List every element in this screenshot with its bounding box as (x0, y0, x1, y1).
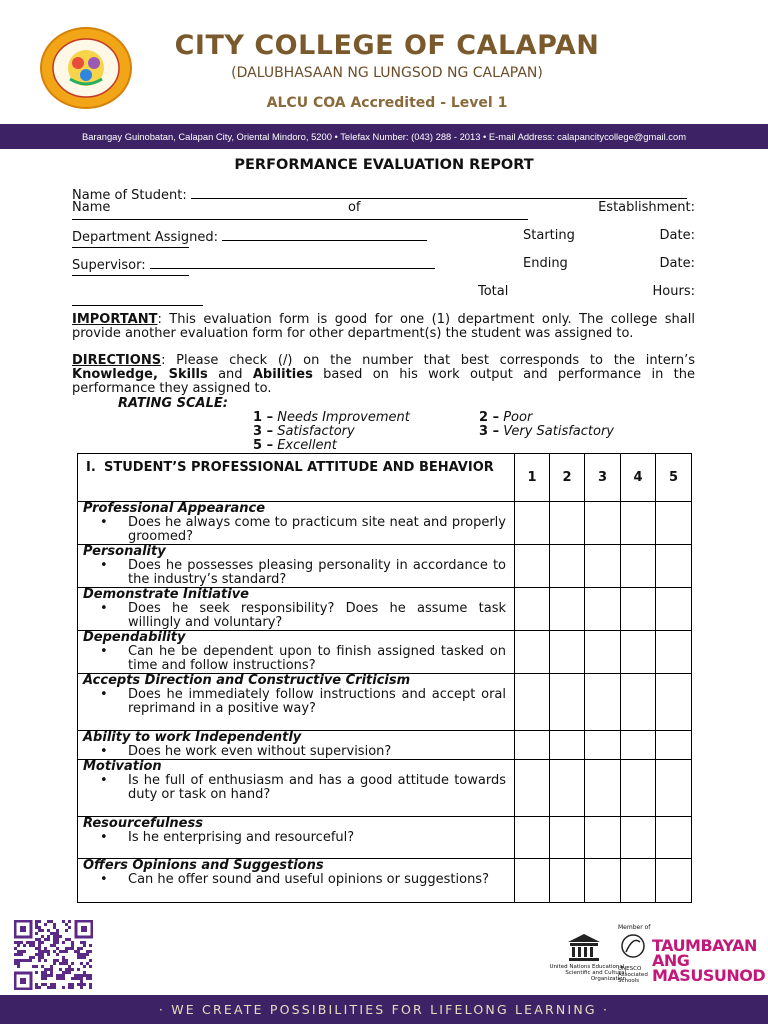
rating-checkbox-3[interactable] (585, 859, 621, 903)
college-name: CITY COLLEGE OF CALAPAN (174, 30, 600, 61)
college-subtitle: (DALUBHASAAN NG LUNGSOD NG CALAPAN) (231, 65, 543, 81)
field-starting-date-line[interactable] (72, 247, 189, 248)
rating-checkbox-3[interactable] (585, 545, 621, 588)
rating-checkbox-3[interactable] (585, 631, 621, 674)
directions-note (72, 354, 695, 396)
unesco-schools-text: UNESCO Associated Schools (618, 966, 648, 984)
rating-checkbox-3[interactable] (585, 817, 621, 859)
criterion-cell (78, 674, 515, 731)
bullet: • (100, 515, 108, 530)
criterion-question (78, 559, 514, 587)
section-title-cell: I. STUDENT’S PROFESSIONAL ATTITUDE AND BEHAVIOR (78, 454, 515, 502)
rating-checkbox-3[interactable] (585, 760, 621, 817)
unesco-logos (549, 922, 766, 986)
scale-item-2: 2 – Poor (479, 410, 533, 425)
rating-checkbox-4[interactable] (621, 760, 656, 817)
field-supervisor-label: Supervisor: (72, 258, 146, 273)
field-total-label-1: Total (478, 284, 509, 299)
table-row (78, 859, 692, 903)
bullet: • (100, 773, 108, 788)
rating-checkbox-5[interactable] (656, 502, 692, 545)
criterion-question-text: Does he work even without supervision? (128, 744, 392, 759)
criterion-question-text: Is he enterprising and resourceful? (128, 830, 355, 845)
rating-checkbox-1[interactable] (515, 817, 550, 859)
rating-checkbox-2[interactable] (550, 760, 585, 817)
criterion-cell (78, 859, 515, 903)
table-header-row (78, 454, 692, 502)
table-row (78, 760, 692, 817)
rating-checkbox-3[interactable] (585, 674, 621, 731)
rating-checkbox-5[interactable] (656, 760, 692, 817)
field-establishment-line[interactable] (72, 219, 528, 220)
rating-checkbox-4[interactable] (621, 817, 656, 859)
criterion-question (78, 602, 514, 630)
rating-checkbox-1[interactable] (515, 760, 550, 817)
rating-checkbox-1[interactable] (515, 731, 550, 760)
rating-col-4: 4 (621, 454, 656, 502)
report-title: PERFORMANCE EVALUATION REPORT (234, 157, 534, 173)
rating-scale-label: RATING SCALE: (118, 396, 228, 411)
criterion-question (78, 831, 514, 845)
directions-and: and (207, 367, 253, 382)
rating-checkbox-2[interactable] (550, 674, 585, 731)
rating-col-5: 5 (656, 454, 692, 502)
criterion-question (78, 516, 514, 544)
criterion-cell (78, 502, 515, 545)
evaluation-table (77, 453, 692, 903)
rating-checkbox-4[interactable] (621, 588, 656, 631)
unesco-temple-icon (566, 932, 602, 962)
field-ending-date-line[interactable] (72, 275, 189, 276)
field-department-label: Department Assigned: (72, 230, 218, 245)
directions-label: DIRECTIONS (72, 353, 162, 368)
directions-knowledge: Knowledge, Skills (72, 367, 208, 382)
field-department-line[interactable] (222, 229, 427, 241)
accreditation-text: ALCU COA Accredited - Level 1 (266, 95, 508, 111)
rating-checkbox-1[interactable] (515, 631, 550, 674)
criterion-title: Professional Appearance (83, 501, 266, 516)
table-row (78, 674, 692, 731)
bullet: • (100, 872, 108, 887)
criterion-question-text: Is he full of enthusiasm and has a good attitude towards duty or task on hand? (128, 773, 506, 802)
criterion-question (78, 745, 514, 759)
rating-checkbox-4[interactable] (621, 731, 656, 760)
field-establishment (72, 201, 695, 215)
field-establishment-label-3: Establishment: (598, 200, 695, 215)
directions-text-1: : Please check (/) on the number that best corresponds to the intern’s (161, 353, 695, 368)
rating-checkbox-4[interactable] (621, 631, 656, 674)
criterion-title: Accepts Direction and Constructive Criticism (83, 673, 411, 688)
criterion-title: Ability to work Independently (83, 730, 302, 745)
scale-item-3: 3 – Satisfactory (253, 424, 355, 439)
field-ending-label-2: Date: (659, 256, 695, 271)
criterion-title: Offers Opinions and Suggestions (83, 858, 324, 873)
rating-checkbox-4[interactable] (621, 545, 656, 588)
criterion-cell (78, 731, 515, 760)
unesco-member-text: Member of (618, 924, 651, 931)
criterion-title: Motivation (83, 759, 162, 774)
important-text: : This evaluation form is good for one (1) department only. The college shall provide another evaluation form for other department(s) the student was assigned to. (72, 312, 695, 341)
criterion-cell (78, 631, 515, 674)
directions-text-2: based on his work output and performance in the performance they assigned to. (72, 367, 695, 396)
criterion-question-text: Does he seek responsibility? Does he assume task willingly and voluntary? (128, 601, 506, 630)
bullet: • (100, 558, 108, 573)
scale-item-5: 5 – Excellent (253, 438, 337, 453)
rating-checkbox-4[interactable] (621, 859, 656, 903)
table-row (78, 588, 692, 631)
rating-checkbox-5[interactable] (656, 731, 692, 760)
bullet: • (100, 687, 108, 702)
important-note (72, 313, 695, 341)
unesco-org-text: United Nations Educational, Scientific and Cultural Organization (549, 964, 626, 982)
table-row (78, 631, 692, 674)
criterion-cell (78, 588, 515, 631)
taumbayan-logo: TAUMBAYAN ANG MASUSUNOD (652, 936, 766, 985)
rating-checkbox-5[interactable] (656, 817, 692, 859)
rating-checkbox-2[interactable] (550, 731, 585, 760)
rating-checkbox-2[interactable] (550, 545, 585, 588)
criterion-title: Dependability (83, 630, 186, 645)
criterion-cell (78, 760, 515, 817)
college-seal-logo (40, 27, 132, 109)
field-total-hours (478, 285, 695, 299)
rating-checkbox-2[interactable] (550, 817, 585, 859)
field-student-name-line[interactable] (191, 187, 687, 199)
field-supervisor-line[interactable] (150, 257, 435, 269)
rating-checkbox-2[interactable] (550, 631, 585, 674)
scale-item-4: 3 – Very Satisfactory (479, 424, 614, 439)
criterion-question-text: Does he immediately follow instructions and accept oral reprimand in a positive way? (128, 687, 506, 716)
field-establishment-label-2: of (347, 200, 361, 215)
bullet: • (100, 830, 108, 845)
field-starting-label-1: Starting (523, 228, 575, 243)
tagline-bar: · WE CREATE POSSIBILITIES FOR LIFELONG LEARNING · (0, 995, 768, 1024)
rating-checkbox-1[interactable] (515, 502, 550, 545)
criterion-title: Personality (83, 544, 166, 559)
criterion-question (78, 774, 514, 802)
rating-col-3: 3 (585, 454, 621, 502)
rating-col-2: 2 (550, 454, 585, 502)
rating-checkbox-2[interactable] (550, 859, 585, 903)
criterion-question (78, 873, 514, 887)
rating-checkbox-1[interactable] (515, 674, 550, 731)
table-row (78, 731, 692, 760)
criterion-question-text: Can he be dependent upon to finish assigned tasked on time and follow instructions? (128, 644, 506, 673)
table-row (78, 817, 692, 859)
bullet: • (100, 601, 108, 616)
rating-checkbox-1[interactable] (515, 859, 550, 903)
qr-code[interactable] (14, 920, 93, 990)
rating-checkbox-3[interactable] (585, 588, 621, 631)
field-starting-label-2: Date: (659, 228, 695, 243)
rating-checkbox-5[interactable] (656, 631, 692, 674)
criterion-cell (78, 817, 515, 859)
rating-checkbox-3[interactable] (585, 502, 621, 545)
rating-checkbox-3[interactable] (585, 731, 621, 760)
criterion-title: Demonstrate Initiative (83, 587, 249, 602)
field-student-name-label: Name of Student: (72, 188, 187, 203)
bullet: • (100, 744, 108, 759)
criterion-question-text: Does he possesses pleasing personality in accordance to the industry’s standard? (128, 558, 506, 587)
section-title: STUDENT’S PROFESSIONAL ATTITUDE AND BEHAVIOR (104, 460, 494, 475)
criterion-question-text: Can he offer sound and useful opinions or suggestions? (128, 872, 489, 887)
criterion-title: Resourcefulness (83, 816, 203, 831)
rating-checkbox-2[interactable] (550, 588, 585, 631)
bullet: • (100, 644, 108, 659)
criterion-cell (78, 545, 515, 588)
field-ending-label-1: Ending (523, 256, 568, 271)
table-row (78, 545, 692, 588)
rating-checkbox-5[interactable] (656, 588, 692, 631)
criterion-question (78, 645, 514, 673)
rating-checkbox-5[interactable] (656, 545, 692, 588)
address-bar: Barangay Guinobatan, Calapan City, Oriental Mindoro, 5200 • Telefax Number: (043) 288 - 2013 • E-mail Address: calapancitycollege@gmail.com (0, 124, 768, 149)
rating-checkbox-1[interactable] (515, 545, 550, 588)
rating-col-1: 1 (515, 454, 550, 502)
unesco-schools-icon (620, 932, 646, 962)
field-total-hours-line[interactable] (72, 305, 203, 306)
field-supervisor-row (72, 257, 695, 273)
field-total-label-2: Hours: (652, 284, 695, 299)
scale-item-1: 1 – Needs Improvement (253, 410, 410, 425)
rating-checkbox-4[interactable] (621, 674, 656, 731)
rating-checkbox-5[interactable] (656, 674, 692, 731)
important-label: IMPORTANT (72, 312, 158, 327)
rating-checkbox-5[interactable] (656, 859, 692, 903)
criterion-question-text: Does he always come to practicum site neat and properly groomed? (128, 515, 506, 544)
rating-checkbox-2[interactable] (550, 502, 585, 545)
table-row (78, 502, 692, 545)
directions-abilities: Abilities (252, 367, 313, 382)
rating-checkbox-1[interactable] (515, 588, 550, 631)
rating-checkbox-4[interactable] (621, 502, 656, 545)
field-establishment-label-1: Name (72, 200, 111, 215)
criterion-question (78, 688, 514, 716)
field-department-row (72, 229, 695, 245)
